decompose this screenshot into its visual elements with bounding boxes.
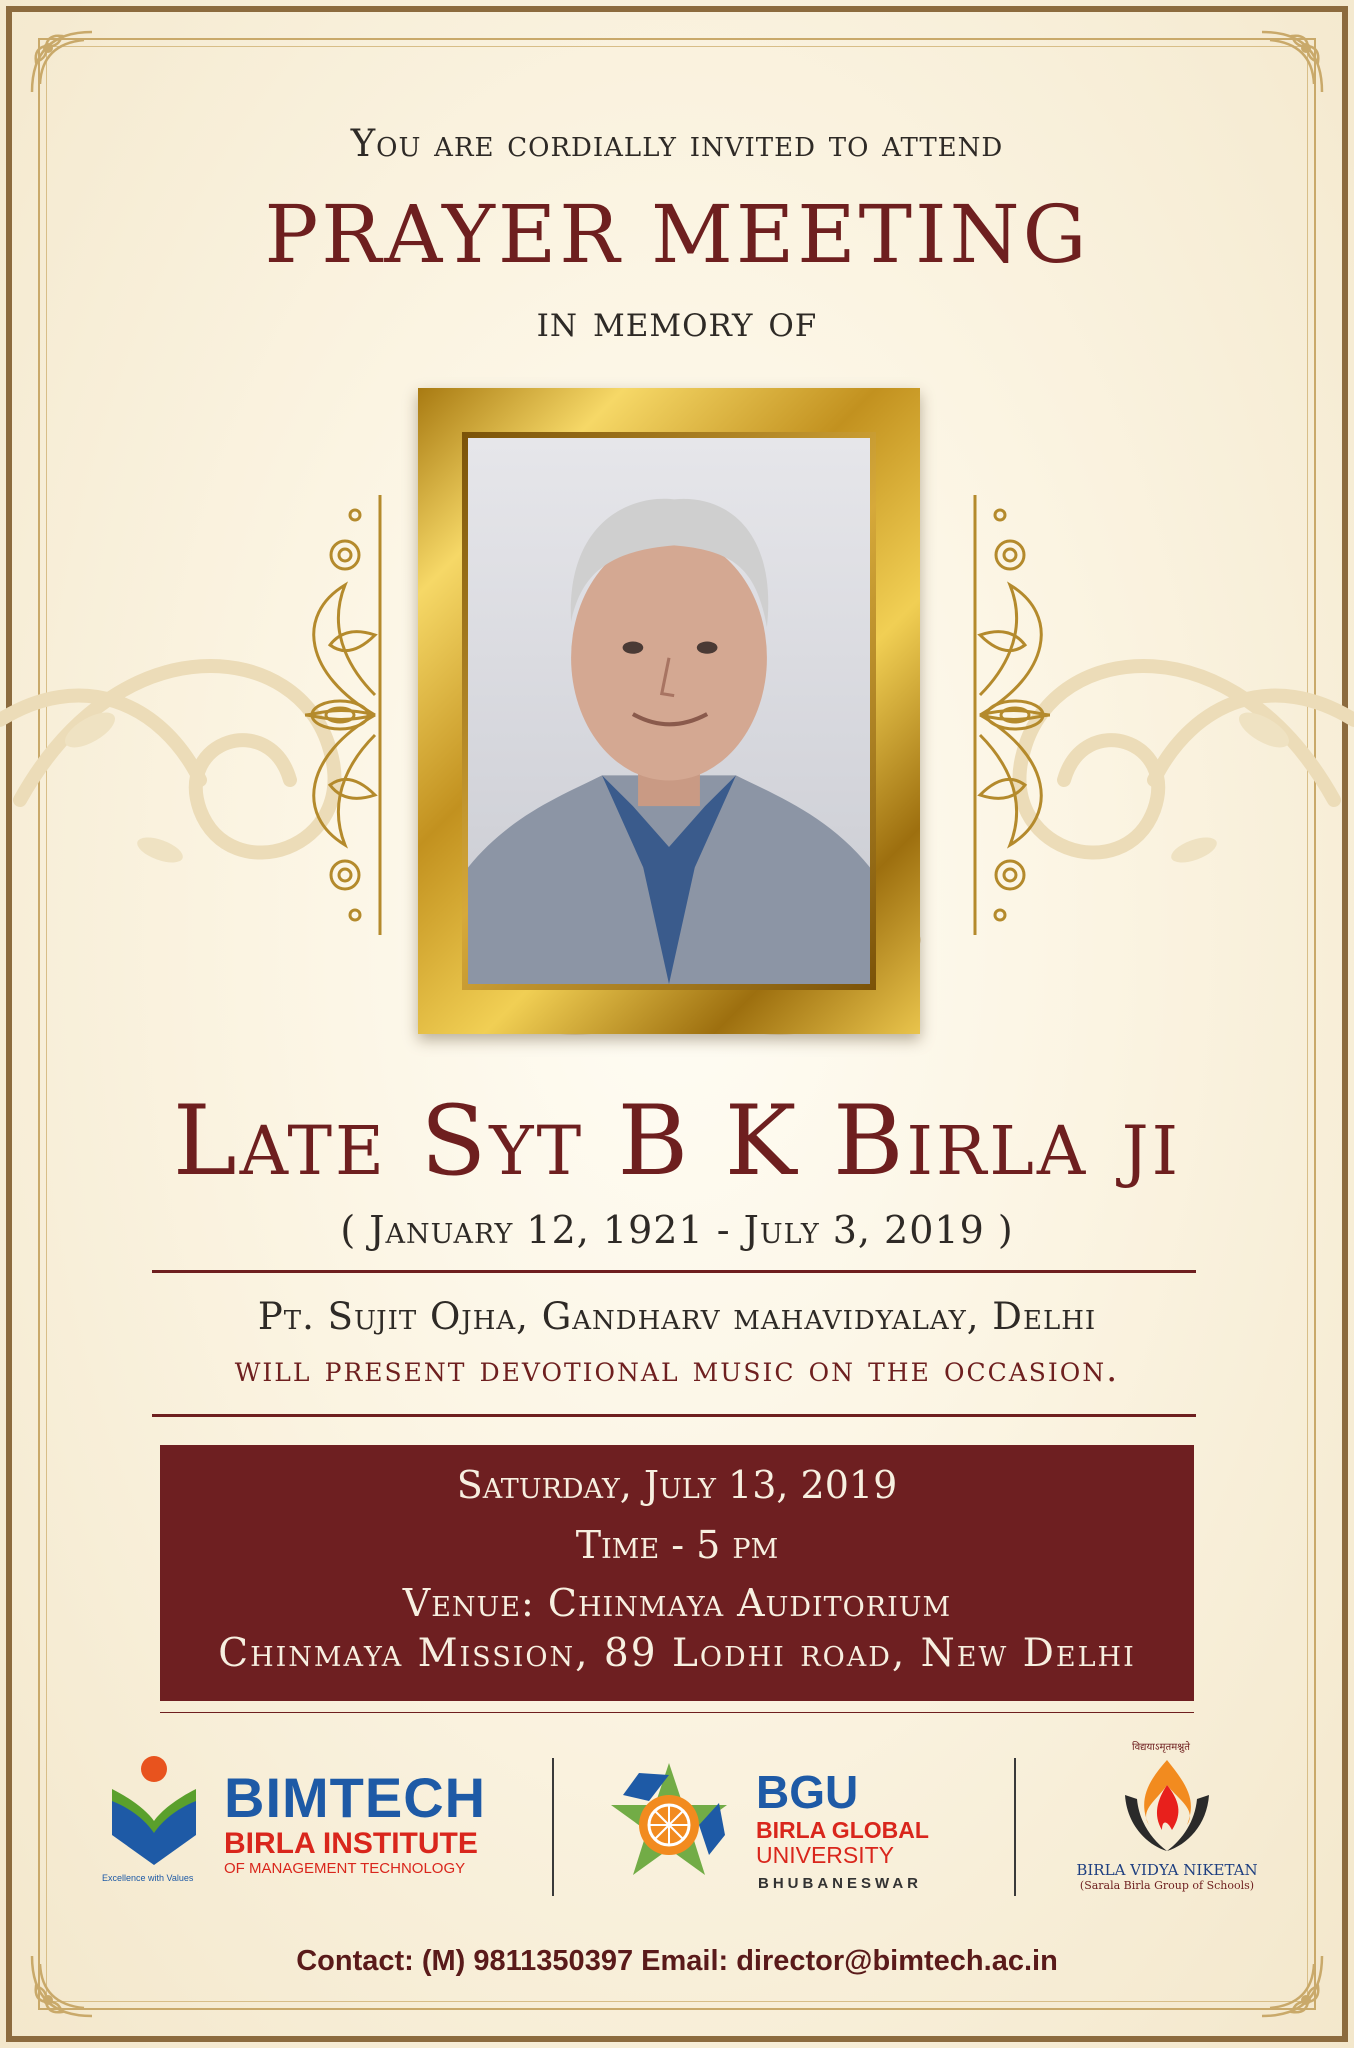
bvn-subtitle: (Sarala Birla Group of Schools): [1079, 1879, 1255, 1892]
divider-rule: [152, 1414, 1196, 1417]
page-title: PRAYER MEETING: [264, 188, 1090, 281]
bvn-name: BIRLA VIDYA NIKETAN: [1076, 1861, 1258, 1879]
bimtech-emblem-icon: [102, 1755, 212, 1875]
bimtech-sub1: BIRLA INSTITUTE: [224, 1827, 478, 1860]
event-details-box: [160, 1445, 1194, 1701]
honoree-dates: ( January 12, 1921 - July 3, 2019 ): [340, 1208, 1014, 1252]
bimtech-sub2: OF MANAGEMENT TECHNOLOGY: [224, 1860, 466, 1877]
bgu-sub2: UNIVERSITY: [756, 1842, 895, 1868]
bgu-emblem-icon: [594, 1755, 744, 1895]
contact-line: Contact: (M) 9811350397 Email: director@bimtech.ac.in: [296, 1945, 1058, 1977]
birla-vidya-niketan-logo: [1062, 1742, 1272, 1895]
bimtech-logo: [102, 1755, 502, 1895]
mandala-ornament-left-icon: [285, 495, 405, 935]
bimtech-name: BIMTECH: [224, 1766, 487, 1829]
corner-ornament-icon: [1252, 22, 1332, 102]
mandala-ornament-right-icon: [950, 495, 1070, 935]
logo-divider: [1014, 1758, 1016, 1896]
bimtech-tagline: Excellence with Values: [102, 1873, 194, 1883]
memory-line: in memory of: [536, 296, 818, 347]
bgu-logo: [594, 1755, 954, 1895]
bgu-name: BGU: [756, 1766, 859, 1818]
event-date: Saturday, July 13, 2019: [456, 1463, 898, 1507]
bvn-motto: विद्ययाऽमृतमश्नुते: [1132, 1742, 1190, 1753]
invite-line: You are cordially invited to attend: [350, 122, 1004, 165]
logo-divider: [552, 1758, 554, 1896]
portrait-photo: [468, 438, 870, 984]
event-time: Time - 5 pm: [575, 1523, 779, 1567]
bgu-sub1: BIRLA GLOBAL: [756, 1817, 929, 1843]
music-description: will present devotional music on the occasion.: [234, 1350, 1120, 1390]
divider-rule: [152, 1270, 1196, 1273]
honoree-name: Late Syt B K Birla ji: [172, 1085, 1182, 1197]
bgu-sub3: BHUBANESWAR: [758, 1875, 922, 1892]
corner-ornament-icon: [22, 22, 102, 102]
event-venue: Venue: Chinmaya Auditorium: [402, 1581, 952, 1625]
divider-rule-thin: [160, 1712, 1194, 1713]
music-performer: Pt. Sujit Ojha, Gandharv mahavidyalay, Delhi: [257, 1295, 1097, 1338]
flame-hands-icon: [1117, 1755, 1217, 1859]
event-address: Chinmaya Mission, 89 Lodhi road, New Delhi: [218, 1631, 1136, 1676]
gold-photo-frame: [418, 388, 920, 1034]
